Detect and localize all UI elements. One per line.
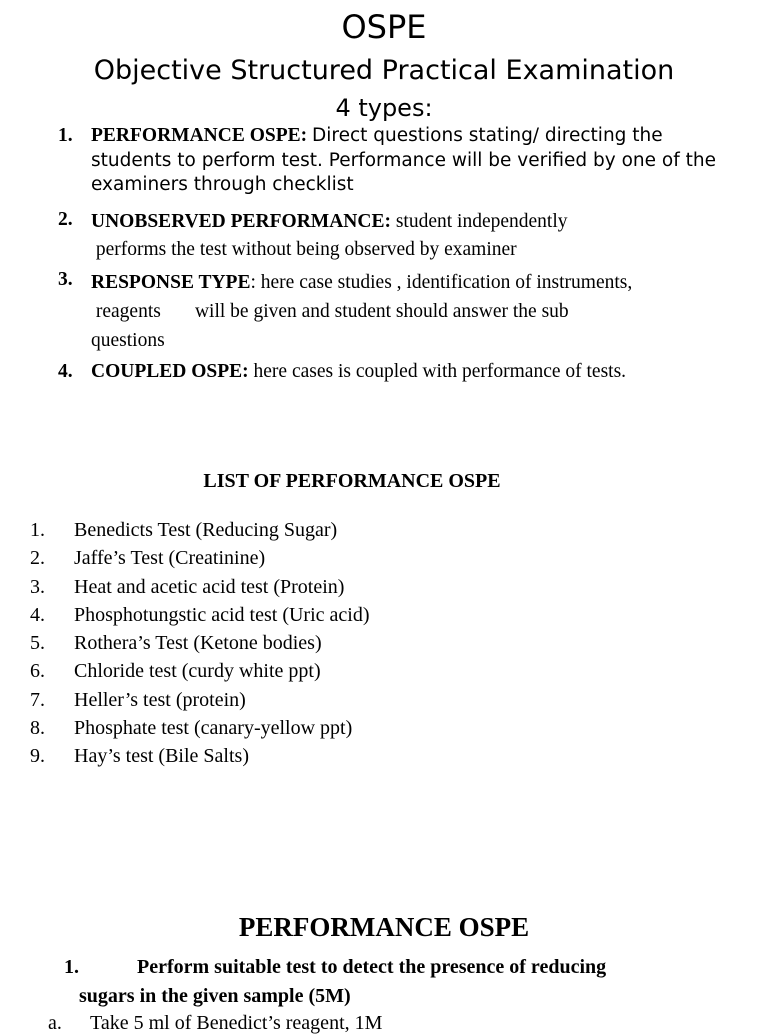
types-heading: 4 types: [335, 94, 433, 122]
performance-ospe-heading: PERFORMANCE OSPE [238, 912, 530, 942]
list-text: Rothera’s Test (Ketone bodies) [74, 632, 322, 655]
list-item [30, 516, 370, 544]
list-item [30, 601, 370, 629]
list-number: 6. [30, 660, 45, 683]
type-desc: questions [91, 330, 165, 351]
type-desc: examiners through checklist [91, 174, 354, 195]
list-text: Phosphate test (canary-yellow ppt) [74, 717, 353, 740]
type-item [91, 208, 741, 264]
page-title: OSPE [341, 8, 427, 46]
list-text: Hay’s test (Bile Salts) [74, 745, 249, 768]
type-number: 2. [58, 209, 73, 230]
list-text: Phosphotungstic acid test (Uric acid) [74, 603, 370, 626]
type-term: UNOBSERVED PERFORMANCE: [91, 211, 391, 232]
list-number: 3. [30, 575, 45, 598]
type-number: 1. [58, 125, 73, 146]
type-desc: students to perform test. Performance will be verified by one of the [91, 149, 716, 171]
performance-list-heading: LIST OF PERFORMANCE OSPE [203, 470, 501, 492]
type-desc: performs the test without being observed by examiner [91, 239, 517, 260]
list-item [30, 544, 370, 572]
type-desc: Direct questions stating/ directing the [312, 125, 663, 146]
list-number: 5. [30, 632, 45, 655]
type-desc: reagents will be given and student should answer the sub [91, 301, 569, 322]
type-number: 4. [58, 361, 73, 382]
list-text: Jaffe’s Test (Creatinine) [74, 547, 266, 570]
type-item [91, 124, 741, 198]
list-item [30, 742, 370, 770]
step-text: Take 5 ml of Benedict’s reagent, 1M [90, 1012, 383, 1034]
list-number: 9. [30, 745, 45, 768]
list-item [30, 686, 370, 714]
question-text-line1: Perform suitable test to detect the presence of reducing [137, 956, 607, 978]
list-number: 7. [30, 688, 45, 711]
list-text: Heat and acetic acid test (Protein) [74, 575, 345, 598]
list-item [30, 714, 370, 742]
question-number: 1. [64, 956, 79, 978]
list-text: Chloride test (curdy white ppt) [74, 660, 321, 683]
list-number: 4. [30, 603, 45, 626]
question-block [64, 953, 714, 1011]
type-desc: student independently [395, 211, 568, 232]
type-term: PERFORMANCE OSPE: [91, 125, 308, 146]
list-number: 8. [30, 717, 45, 740]
list-item [30, 573, 370, 601]
type-term: RESPONSE TYPE [91, 272, 251, 293]
question-text-line2: sugars in the given sample (5M) [79, 985, 351, 1007]
type-item [91, 268, 741, 355]
performance-list [30, 516, 370, 771]
page-subtitle: Objective Structured Practical Examination [93, 55, 675, 86]
step-bullet: a. [48, 1012, 62, 1034]
type-item [91, 360, 741, 385]
type-number: 3. [58, 269, 73, 290]
list-item [30, 657, 370, 685]
type-desc: here cases is coupled with performance of tests. [248, 361, 627, 382]
list-item [30, 629, 370, 657]
list-text: Heller’s test (protein) [74, 688, 246, 711]
type-desc: : here case studies , identification of instruments, [250, 272, 633, 293]
list-number: 2. [30, 547, 45, 570]
list-text: Benedicts Test (Reducing Sugar) [74, 519, 338, 541]
type-term: COUPLED OSPE: [91, 361, 249, 382]
list-number: 1. [30, 519, 45, 541]
